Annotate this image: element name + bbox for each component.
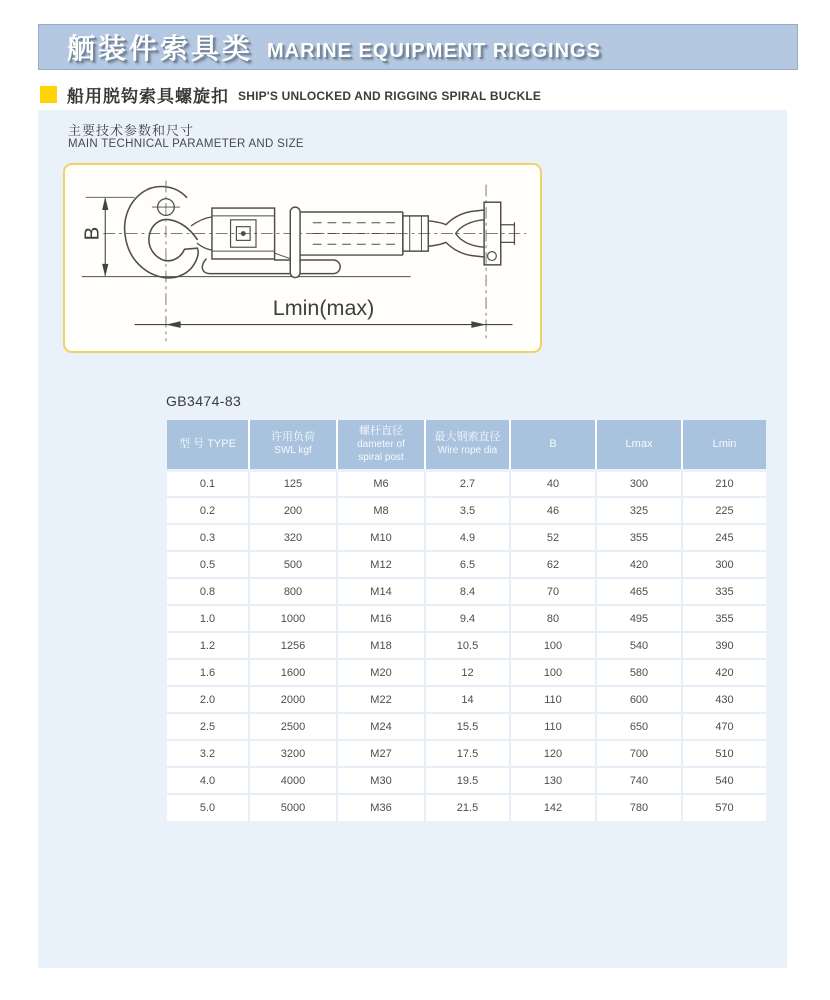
table-cell: 8.4 [425, 578, 510, 605]
table-row [167, 470, 766, 497]
column-header: 型 号 TYPE [167, 420, 249, 470]
table-cell: 470 [682, 713, 766, 740]
table-cell: 1256 [249, 632, 337, 659]
table-cell: 325 [596, 497, 682, 524]
table-cell: 0.3 [167, 524, 249, 551]
parameter-heading-en: MAIN TECHNICAL PARAMETER AND SIZE [68, 138, 304, 150]
column-header: Lmin [682, 420, 766, 470]
table-row [167, 794, 766, 821]
table-cell: 14 [425, 686, 510, 713]
parameter-heading-zh: 主要技术参数和尺寸 [68, 123, 195, 138]
table-cell: 2.7 [425, 470, 510, 497]
table-cell: 40 [510, 470, 596, 497]
table-cell: 210 [682, 470, 766, 497]
table-row [167, 686, 766, 713]
page-header-banner [38, 24, 798, 70]
table-header-row [167, 420, 766, 470]
subtitle-en: SHIP'S UNLOCKED AND RIGGING SPIRAL BUCKLE [238, 88, 542, 103]
table-cell: 700 [596, 740, 682, 767]
table-row [167, 524, 766, 551]
table-row [167, 497, 766, 524]
table-cell: 465 [596, 578, 682, 605]
dim-height-label: B [80, 226, 104, 241]
table-cell: 62 [510, 551, 596, 578]
table-cell: 12 [425, 659, 510, 686]
table-cell: 6.5 [425, 551, 510, 578]
table-cell: 9.4 [425, 605, 510, 632]
dim-width-label: Lmin(max) [272, 295, 375, 320]
table-cell: 52 [510, 524, 596, 551]
table-cell: 4000 [249, 767, 337, 794]
standard-label: GB3474-83 [166, 393, 242, 409]
table-cell: 390 [682, 632, 766, 659]
table-cell: M12 [337, 551, 425, 578]
column-header: 螺杆直径 dameter of spiral post [337, 420, 425, 470]
table-cell: 245 [682, 524, 766, 551]
table-cell: M16 [337, 605, 425, 632]
table-cell: 4.9 [425, 524, 510, 551]
column-header: 最大钢索直径 Wire rope dia [425, 420, 510, 470]
table-cell: M20 [337, 659, 425, 686]
table-cell: 355 [596, 524, 682, 551]
table-cell: 130 [510, 767, 596, 794]
table-cell: 1.0 [167, 605, 249, 632]
table-cell: 120 [510, 740, 596, 767]
table-cell: 3.5 [425, 497, 510, 524]
column-header: 许用负荷 SWL kgf [249, 420, 337, 470]
table-cell: 320 [249, 524, 337, 551]
table-cell: 110 [510, 686, 596, 713]
table-cell: 3.2 [167, 740, 249, 767]
table-cell: 10.5 [425, 632, 510, 659]
table-cell: 70 [510, 578, 596, 605]
table-cell: 600 [596, 686, 682, 713]
table-cell: 1.6 [167, 659, 249, 686]
table-cell: 2.5 [167, 713, 249, 740]
spiral-buckle-drawing [65, 165, 540, 351]
table-cell: 300 [596, 470, 682, 497]
table-cell: M10 [337, 524, 425, 551]
table-cell: M27 [337, 740, 425, 767]
table-cell: M14 [337, 578, 425, 605]
table-cell: 125 [249, 470, 337, 497]
table-cell: 110 [510, 713, 596, 740]
table-cell: 0.5 [167, 551, 249, 578]
table-cell: 19.5 [425, 767, 510, 794]
table-cell: 1.2 [167, 632, 249, 659]
table-cell: 2.0 [167, 686, 249, 713]
table-cell: 80 [510, 605, 596, 632]
page-title-en: MARINE EQUIPMENT RIGGINGS [267, 39, 601, 62]
table-cell: 355 [682, 605, 766, 632]
table-row [167, 659, 766, 686]
table-cell: M22 [337, 686, 425, 713]
table-cell: 142 [510, 794, 596, 821]
table-cell: 100 [510, 632, 596, 659]
table-cell: 510 [682, 740, 766, 767]
column-header: B [510, 420, 596, 470]
table-cell: M18 [337, 632, 425, 659]
table-row [167, 578, 766, 605]
table-cell: 17.5 [425, 740, 510, 767]
yellow-bullet-icon [40, 86, 57, 103]
table-row [167, 767, 766, 794]
table-cell: 15.5 [425, 713, 510, 740]
table-row [167, 713, 766, 740]
content-area [38, 110, 787, 968]
table-cell: 780 [596, 794, 682, 821]
table-cell: 650 [596, 713, 682, 740]
table-cell: 21.5 [425, 794, 510, 821]
table-cell: M36 [337, 794, 425, 821]
table-cell: 580 [596, 659, 682, 686]
table-cell: M30 [337, 767, 425, 794]
table-cell: 46 [510, 497, 596, 524]
table-cell: M24 [337, 713, 425, 740]
table-cell: 300 [682, 551, 766, 578]
table-cell: 225 [682, 497, 766, 524]
table-cell: 100 [510, 659, 596, 686]
table-cell: 540 [682, 767, 766, 794]
table-cell: 200 [249, 497, 337, 524]
table-row [167, 605, 766, 632]
table-cell: 420 [596, 551, 682, 578]
table-cell: 3200 [249, 740, 337, 767]
table-cell: M8 [337, 497, 425, 524]
table-cell: M6 [337, 470, 425, 497]
spec-table [167, 420, 766, 821]
table-cell: 335 [682, 578, 766, 605]
table-cell: 570 [682, 794, 766, 821]
table-cell: 0.1 [167, 470, 249, 497]
table-row [167, 632, 766, 659]
table-cell: 1000 [249, 605, 337, 632]
table-cell: 4.0 [167, 767, 249, 794]
table-cell: 2500 [249, 713, 337, 740]
table-row [167, 740, 766, 767]
subtitle-zh: 船用脱钩索具螺旋扣 [67, 86, 229, 106]
table-cell: 540 [596, 632, 682, 659]
table-cell: 420 [682, 659, 766, 686]
table-cell: 0.2 [167, 497, 249, 524]
table-cell: 5.0 [167, 794, 249, 821]
table-cell: 1600 [249, 659, 337, 686]
table-cell: 740 [596, 767, 682, 794]
table-cell: 430 [682, 686, 766, 713]
column-header: Lmax [596, 420, 682, 470]
table-cell: 495 [596, 605, 682, 632]
page-title-zh: 舾装件索具类 [67, 33, 254, 64]
table-row [167, 551, 766, 578]
table-cell: 2000 [249, 686, 337, 713]
section-subtitle-row [40, 83, 541, 105]
table-cell: 0.8 [167, 578, 249, 605]
table-cell: 5000 [249, 794, 337, 821]
table-cell: 800 [249, 578, 337, 605]
table-cell: 500 [249, 551, 337, 578]
table-body [167, 470, 766, 821]
technical-drawing-box [63, 163, 542, 353]
